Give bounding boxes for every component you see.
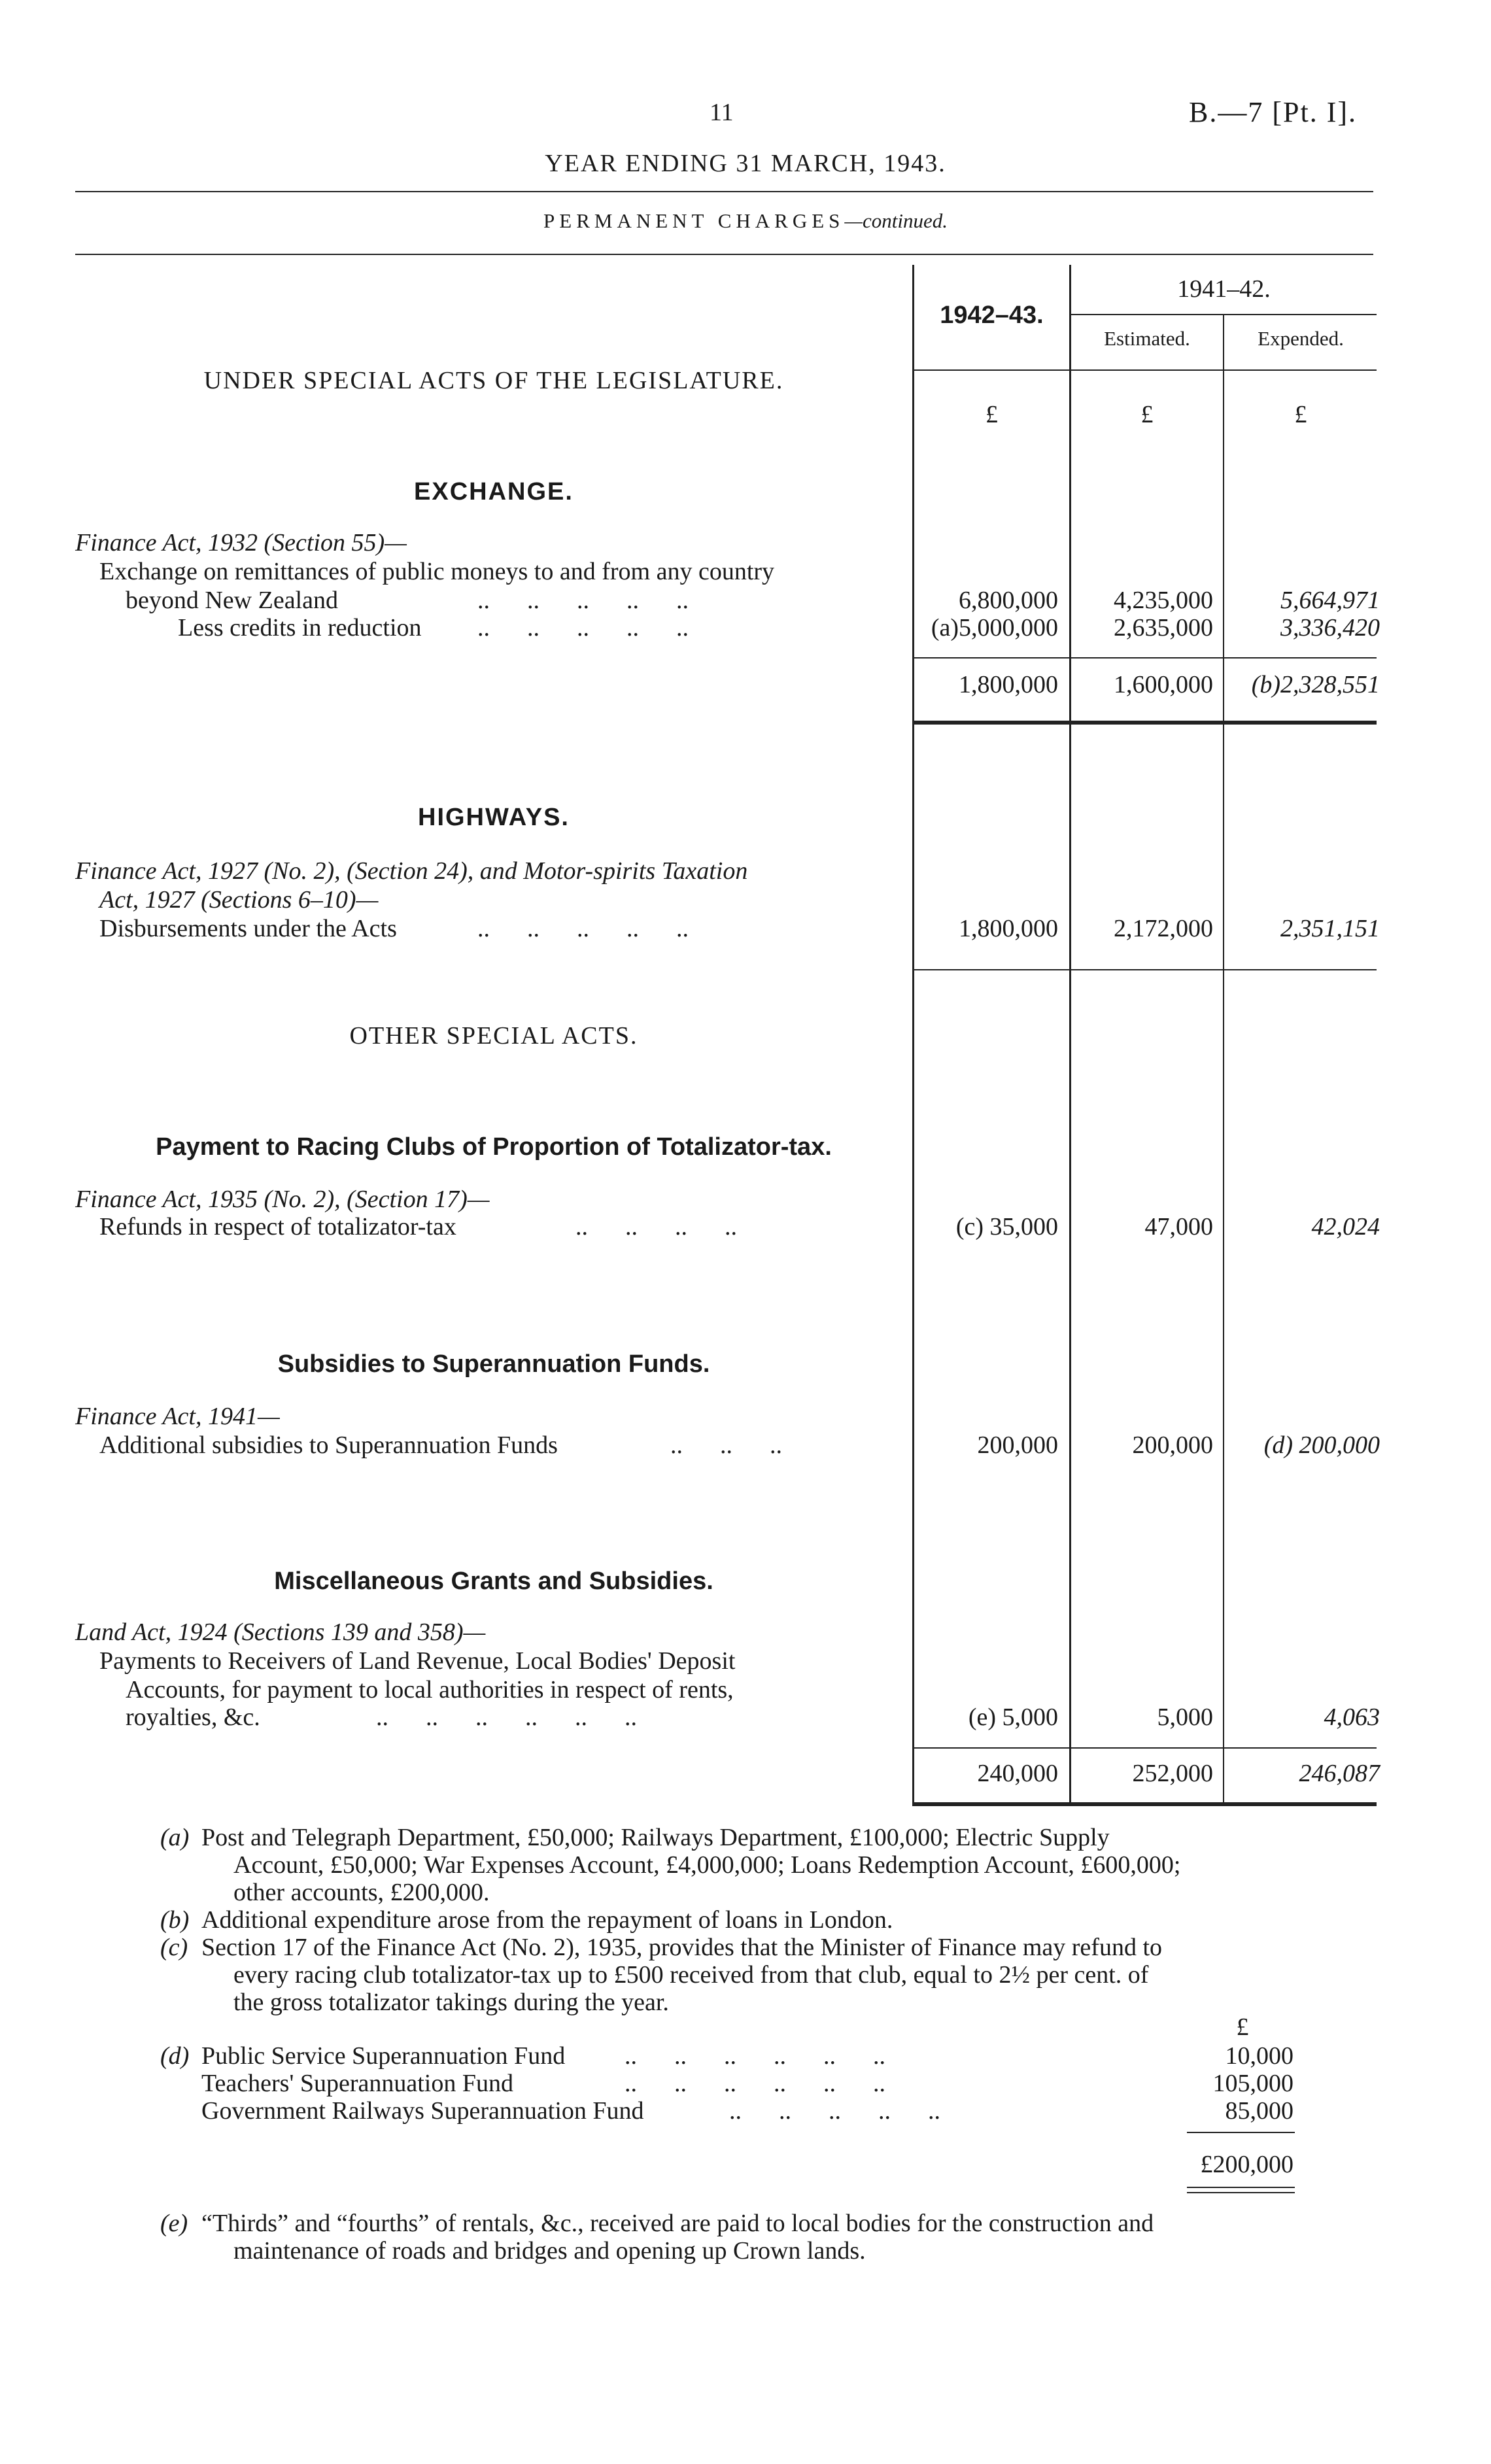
footnote-d-item-value: 10,000	[1225, 2042, 1294, 2070]
leader-dots: .. .. .. .. ..	[477, 587, 689, 614]
highways-rule	[912, 969, 1377, 970]
footnote-c-line3: the gross totalizator takings during the year.	[233, 1989, 669, 2016]
exchange-act: Finance Act, 1932 (Section 55)—	[75, 529, 407, 556]
column-divider-right	[1223, 314, 1224, 1805]
highways-line: Disbursements under the Acts	[99, 915, 397, 942]
document-reference: B.—7 [Pt. I].	[1189, 96, 1357, 128]
section-title	[0, 209, 1491, 233]
footnote-d-currency: £	[1236, 2013, 1249, 2041]
footnote-b-label: (b)	[160, 1906, 190, 1934]
footnote-e-line1: “Thirds” and “fourths” of rentals, &c., received are paid to local bodies for the construction and	[201, 2210, 1154, 2237]
misc-line2: Accounts, for payment to local authorities in respect of rents,	[126, 1676, 734, 1703]
racing-expended: 42,024	[1311, 1213, 1380, 1241]
exchange-row1-current: 6,800,000	[959, 587, 1058, 614]
racing-line: Refunds in respect of totalizator-tax	[99, 1213, 456, 1241]
leader-dots: .. .. .. .. ..	[729, 2097, 940, 2125]
footnote-d-item-value: 85,000	[1225, 2097, 1294, 2125]
footnote-e-line2: maintenance of roads and bridges and opening up Crown lands.	[233, 2237, 866, 2265]
exchange-line1: Exchange on remittances of public moneys to and from any country	[99, 558, 775, 585]
footnote-a-label: (a)	[160, 1824, 190, 1851]
superannuation-act: Finance Act, 1941—	[75, 1403, 280, 1430]
currency-estimated: £	[1140, 401, 1154, 428]
exchange-total-rule	[912, 721, 1377, 725]
footnote-d-item-value: 105,000	[1212, 2070, 1294, 2097]
other-total-expended: 246,087	[1299, 1760, 1380, 1787]
superannuation-estimated: 200,000	[1132, 1431, 1213, 1459]
page-number: 11	[710, 99, 734, 126]
footnote-d-item-name: Government Railways Superannuation Fund	[201, 2097, 644, 2125]
exchange-line3: Less credits in reduction	[178, 614, 422, 642]
exchange-heading: EXCHANGE.	[414, 478, 574, 505]
footnote-d-total-rule-1	[1187, 2187, 1295, 2188]
highways-current: 1,800,000	[959, 915, 1058, 942]
exchange-total-expended: (b)2,328,551	[1251, 671, 1380, 698]
footnote-a-line3: other accounts, £200,000.	[233, 1879, 490, 1906]
leader-dots: .. .. .. .. .. ..	[376, 1703, 637, 1731]
exchange-row1-expended: 5,664,971	[1280, 587, 1380, 614]
estimated-heading: Estimated.	[1104, 327, 1190, 350]
other-heading: OTHER SPECIAL ACTS.	[349, 1022, 638, 1050]
leader-dots: .. .. .. .. .. ..	[625, 2042, 885, 2070]
other-total-current: 240,000	[977, 1760, 1058, 1787]
footnote-c-line1: Section 17 of the Finance Act (No. 2), 1935, provides that the Minister of Finance may refund to	[201, 1934, 1163, 1961]
section-rule	[75, 254, 1373, 255]
other-total-estimated: 252,000	[1132, 1760, 1213, 1787]
expended-heading: Expended.	[1258, 327, 1344, 350]
exchange-row1-estimated: 4,235,000	[1114, 587, 1213, 614]
leader-dots: .. .. .. .. ..	[477, 614, 689, 642]
misc-current: (e) 5,000	[968, 1703, 1058, 1731]
exchange-row2-expended: 3,336,420	[1280, 614, 1380, 642]
highways-act-line2: Act, 1927 (Sections 6–10)—	[99, 886, 379, 914]
leader-dots: .. .. .. .. ..	[477, 915, 689, 942]
footnote-c-label: (c)	[160, 1934, 188, 1961]
footnote-d-total: £200,000	[1200, 2151, 1294, 2178]
other-subtotal-rule	[912, 1747, 1377, 1749]
header-rule	[75, 191, 1373, 192]
section-title-main: PERMANENT CHARGES	[543, 209, 845, 232]
superannuation-current: 200,000	[977, 1431, 1058, 1459]
footnote-d-total-rule-2	[1187, 2192, 1295, 2193]
highways-heading: HIGHWAYS.	[418, 804, 570, 831]
exchange-total-current: 1,800,000	[959, 671, 1058, 698]
year-previous-heading: 1941–42.	[1177, 275, 1271, 303]
leader-dots: .. .. .. ..	[575, 1213, 737, 1241]
footnote-e-label: (e)	[160, 2210, 188, 2237]
other-total-rule	[912, 1802, 1377, 1806]
footnote-d-item-name: Teachers' Superannuation Fund	[201, 2070, 513, 2097]
misc-estimated: 5,000	[1157, 1703, 1213, 1731]
currency-current: £	[985, 401, 998, 428]
racing-current: (c) 35,000	[955, 1213, 1058, 1241]
exchange-subtotal-rule	[912, 657, 1377, 659]
exchange-total-estimated: 1,600,000	[1114, 671, 1213, 698]
misc-heading: Miscellaneous Grants and Subsidies.	[274, 1567, 713, 1595]
column-header-rule	[912, 369, 1377, 371]
highways-estimated: 2,172,000	[1114, 915, 1213, 942]
exchange-row2-estimated: 2,635,000	[1114, 614, 1213, 642]
superannuation-line: Additional subsidies to Superannuation Funds	[99, 1431, 558, 1459]
leader-dots: .. .. .. .. .. ..	[625, 2070, 885, 2097]
year-previous-rule	[1069, 314, 1377, 315]
racing-act: Finance Act, 1935 (No. 2), (Section 17)—	[75, 1186, 490, 1213]
misc-line1: Payments to Receivers of Land Revenue, Local Bodies' Deposit	[99, 1647, 736, 1675]
highways-expended: 2,351,151	[1280, 915, 1380, 942]
exchange-row2-current: (a)5,000,000	[931, 614, 1058, 642]
footnote-a-line1: Post and Telegraph Department, £50,000; Railways Department, £100,000; Electric Supply	[201, 1824, 1110, 1851]
footnote-c-line2: every racing club totalizator-tax up to £500 received from that club, equal to 2½ per cent. of	[233, 1961, 1149, 1989]
exchange-line2: beyond New Zealand	[126, 587, 338, 614]
superannuation-expended: (d) 200,000	[1263, 1431, 1380, 1459]
footnote-d-label: (d)	[160, 2042, 190, 2070]
column-divider-left	[912, 265, 914, 1805]
leader-dots: .. .. ..	[670, 1431, 782, 1459]
column-divider-mid	[1069, 265, 1071, 1805]
footnote-d-item-name: Public Service Superannuation Fund	[201, 2042, 566, 2070]
footnote-d-subtotal-rule	[1187, 2132, 1295, 2133]
footnote-a-line2: Account, £50,000; War Expenses Account, £4,000,000; Loans Redemption Account, £600,000;	[233, 1851, 1181, 1879]
misc-line3: royalties, &c.	[126, 1703, 260, 1731]
year-ending-title: YEAR ENDING 31 MARCH, 1943.	[545, 150, 946, 177]
footnote-b-line1: Additional expenditure arose from the repayment of loans in London.	[201, 1906, 893, 1934]
racing-estimated: 47,000	[1144, 1213, 1213, 1241]
misc-act: Land Act, 1924 (Sections 139 and 358)—	[75, 1618, 486, 1646]
main-heading: UNDER SPECIAL ACTS OF THE LEGISLATURE.	[203, 367, 784, 394]
racing-heading: Payment to Racing Clubs of Proportion of Totalizator-tax.	[156, 1133, 832, 1161]
section-title-suffix: —continued.	[844, 209, 948, 232]
currency-expended: £	[1294, 401, 1307, 428]
misc-expended: 4,063	[1324, 1703, 1380, 1731]
year-current-heading: 1942–43.	[940, 301, 1044, 329]
highways-act-line1: Finance Act, 1927 (No. 2), (Section 24), and Motor-spirits Taxation	[75, 857, 748, 885]
superannuation-heading: Subsidies to Superannuation Funds.	[277, 1350, 710, 1378]
